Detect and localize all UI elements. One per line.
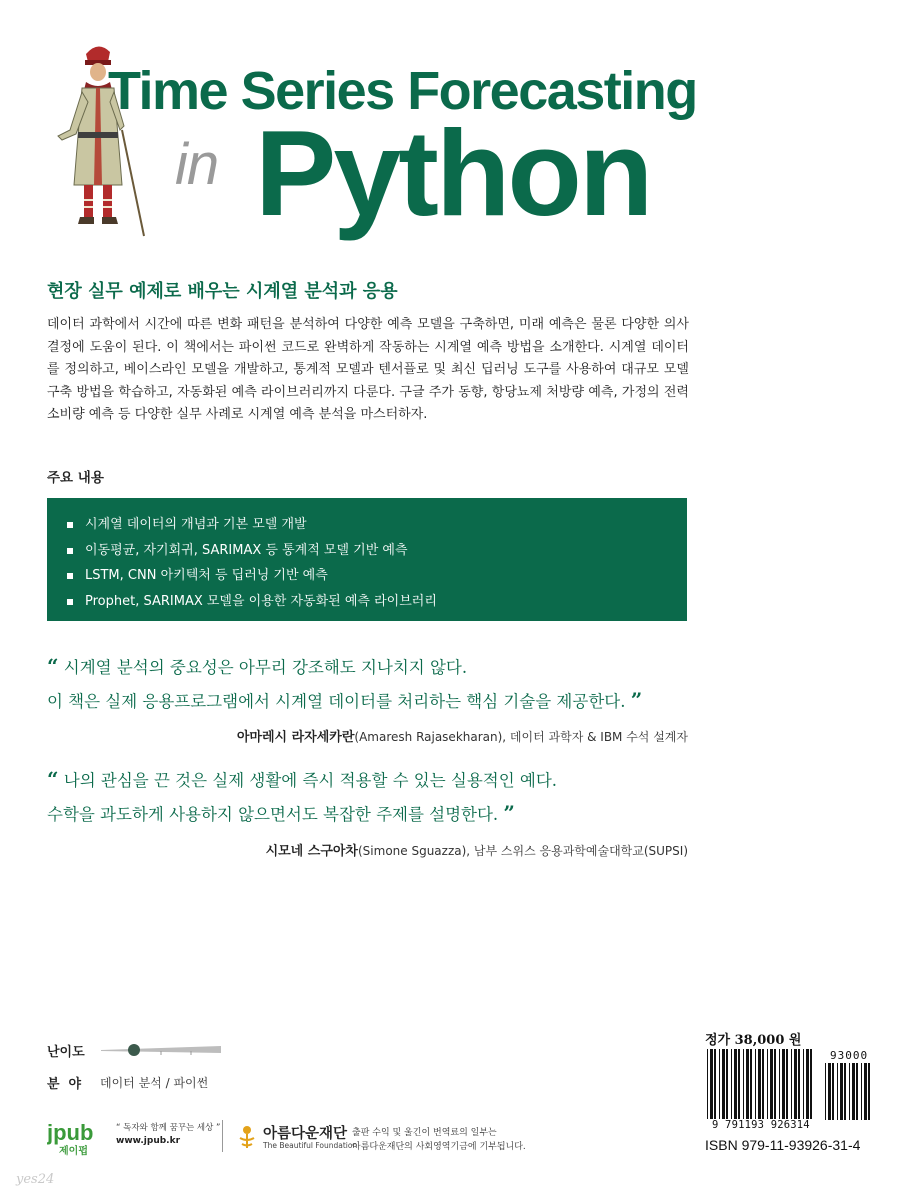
foundation-logo-icon bbox=[236, 1124, 258, 1150]
book-title-in: in bbox=[175, 132, 219, 197]
difficulty-indicator bbox=[128, 1044, 140, 1056]
contents-item bbox=[65, 512, 687, 538]
contents-list bbox=[65, 512, 687, 614]
publisher-url: www.jpub.kr bbox=[116, 1136, 181, 1146]
quote-line bbox=[47, 684, 692, 718]
divider bbox=[222, 1120, 223, 1152]
contents-heading: 주요 내용 bbox=[47, 470, 104, 486]
quote-text: 이 책은 실제 응용프로그램에서 시계열 데이터를 처리하는 핵심 기술을 제공한다. bbox=[47, 692, 626, 711]
square-bullet-icon bbox=[67, 599, 73, 605]
square-bullet-icon bbox=[67, 522, 73, 528]
contents-item bbox=[65, 563, 687, 589]
square-bullet-icon bbox=[67, 573, 73, 579]
testimonial-attribution bbox=[266, 840, 688, 859]
author-name: 시모네 스구아차 bbox=[265, 844, 358, 859]
testimonial-quote bbox=[47, 650, 692, 718]
field-label: 분야 bbox=[47, 1077, 91, 1092]
quote-text: 시계열 분석의 중요성은 아무리 강조해도 지나치지 않다. bbox=[63, 658, 468, 677]
contents-item-text: 시계열 데이터의 개념과 기본 모델 개발 bbox=[85, 517, 307, 532]
contents-item-text: Prophet, SARIMAX 모델을 이용한 자동화된 예측 라이브러리 bbox=[85, 593, 437, 609]
addon-barcode bbox=[823, 1063, 875, 1120]
price: 정가 38,000 원 bbox=[705, 1033, 802, 1048]
testimonial-attribution bbox=[237, 726, 688, 745]
testimonial-quote bbox=[47, 763, 692, 831]
quote-line bbox=[47, 797, 692, 831]
watermark: yes24 bbox=[16, 1172, 55, 1187]
publisher-slogan: “ 독자와 함께 꿈꾸는 세상 ” bbox=[116, 1123, 221, 1133]
quote-line bbox=[47, 763, 692, 797]
close-quote-mark: ” bbox=[630, 688, 643, 712]
contents-box bbox=[47, 498, 687, 621]
quote-line bbox=[47, 650, 692, 684]
foundation-name-en: The Beautiful Foundation bbox=[263, 1141, 358, 1150]
price-code: 93000 bbox=[830, 1049, 869, 1062]
subtitle: 현장 실무 예제로 배우는 시계열 분석과 응용 bbox=[47, 281, 398, 302]
author-detail: (Simone Sguazza), 남부 스위스 응용과학예술대학교(SUPSI) bbox=[358, 844, 688, 858]
contents-item-text: 이동평균, 자기회귀, SARIMAX 등 통계적 모델 기반 예측 bbox=[85, 542, 408, 558]
donation-note: 출판 수익 및 울긴이 번역료의 일부는 bbox=[352, 1128, 497, 1138]
donation-note: 아름다운재단의 사회영역기금에 기부됩니다. bbox=[352, 1142, 526, 1152]
isbn-barcode bbox=[705, 1049, 815, 1119]
field-value: 데이터 분석 / 파이썬 bbox=[100, 1076, 209, 1090]
difficulty-scale bbox=[101, 1038, 221, 1058]
book-title-top: Time Series Forecasting bbox=[108, 61, 697, 121]
isbn-number: ISBN 979-11-93926-31-4 bbox=[705, 1137, 861, 1153]
jpub-logo bbox=[47, 1118, 99, 1160]
book-title-main: Python bbox=[255, 105, 651, 241]
open-quote-mark: “ bbox=[47, 654, 59, 678]
author-name: 아마레시 라자세카란 bbox=[236, 730, 355, 745]
contents-item bbox=[65, 538, 687, 564]
quote-text: 나의 관심을 끈 것은 실제 생활에 즉시 적용할 수 있는 실용적인 예다. bbox=[63, 771, 558, 790]
contents-item bbox=[65, 589, 687, 615]
contents-item-text: LSTM, CNN 아키텍처 등 딥러닝 기반 예측 bbox=[85, 568, 328, 583]
author-detail: (Amaresh Rajasekharan), 데이터 과학자 & IBM 수석 설계자 bbox=[354, 730, 688, 744]
svg-text:제이펍: 제이펍 bbox=[59, 1146, 88, 1157]
svg-text:jpub: jpub bbox=[47, 1120, 94, 1145]
foundation-name: 아름다운재단 bbox=[263, 1126, 348, 1142]
barcode-digits: 9 791193 926314 bbox=[712, 1119, 810, 1131]
open-quote-mark: “ bbox=[47, 767, 59, 791]
close-quote-mark: ” bbox=[503, 801, 515, 825]
quote-text: 수학을 과도하게 사용하지 않으면서도 복잡한 주제를 설명한다. bbox=[47, 805, 499, 824]
difficulty-label: 난이도 bbox=[47, 1045, 85, 1060]
square-bullet-icon bbox=[67, 548, 73, 554]
intro-paragraph: 데이터 과학에서 시간에 따른 변화 패턴을 분석하여 다양한 예측 모델을 구축하면, 미래 예측은 물론 다양한 의사결정에 도움이 된다. 이 책에서는 파이썬 코드로 완벽하게 작동하는 시계열 예측 방법을 소개한다. 시계열 데이터를 정의하고, 베이스라인 모델을 개발하고, 통계적 모델과 텐서플로 및 최신 딥러닝 도구를 사용하여 대규모 모델 구축 방법을 학습하고, 자동화된 예측 라이브러리까지 다룬다. 구글 주가 동향, 항당뇨제 처방량 예측, 가정의 전력 소비량 예측 등 다양한 실무 사례로 시계열 예측 분석을 마스터하자. bbox=[47, 317, 689, 423]
